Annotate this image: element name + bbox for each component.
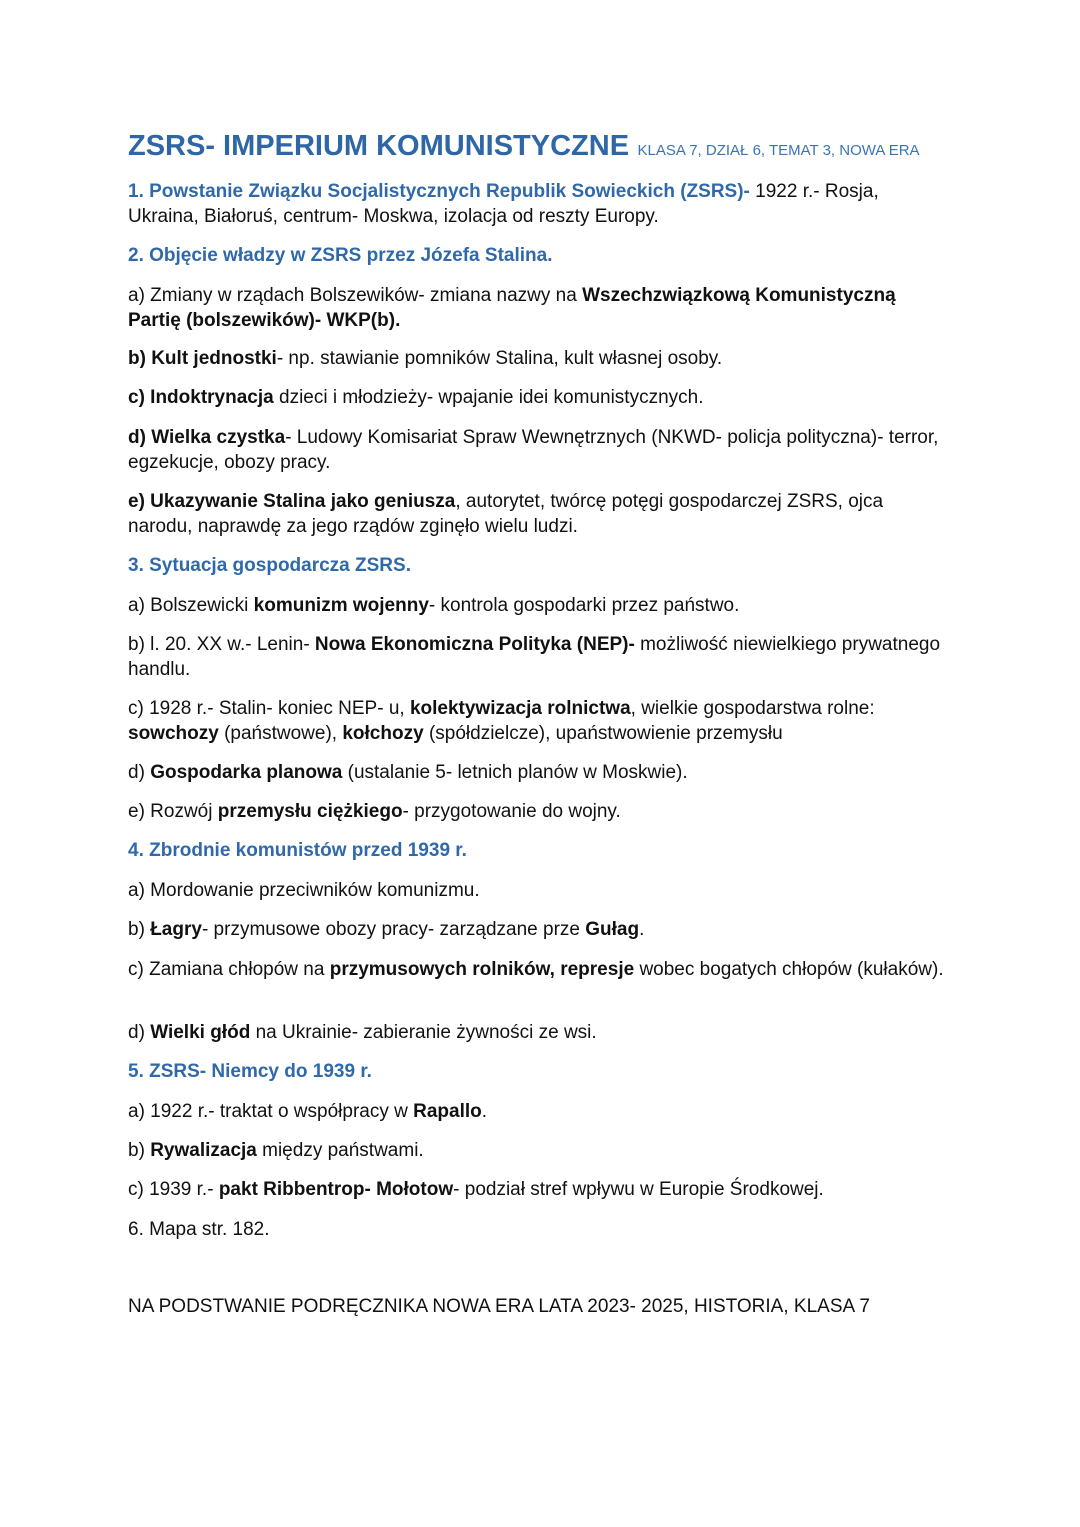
text-run: - np. stawianie pomników Stalina, kult własnej osoby. [276,348,723,369]
text-run: c) 1939 r.- [128,1179,219,1200]
paragraph [128,760,950,785]
paragraph [128,346,950,371]
paragraph [128,1217,950,1242]
text-run: możliwość niewielkiego prywatnego handlu. [128,634,941,680]
paragraph [128,878,950,903]
paragraph [128,1099,950,1124]
text-run: - kontrola gospodarki przez państwo. [428,595,740,616]
text-run: a) Mordowanie przeciwników komunizmu. [128,880,480,901]
paragraph [128,1138,950,1163]
section-heading: 1. Powstanie Związku Socjalistycznych Republik Sowieckich (ZSRS)- [128,181,756,202]
bold-term: Gułag [585,919,640,940]
text-run: , autorytet, twórcę potęgi gospodarczej ZSRS, ojca narodu, naprawdę za jego rządów zginęło wielu ludzi. [128,491,884,537]
text-run: (ustalanie 5- letnich planów w Moskwie). [342,762,688,783]
text-run: - Ludowy Komisariat Spraw Wewnętrznych (NKWD- policja polityczna)- terror, egzekucje, obozy pracy. [128,427,939,473]
bold-term: Łagry [150,919,202,940]
paragraph [128,696,950,746]
bold-term: pakt Ribbentrop- Mołotow [218,1179,454,1200]
paragraph [128,489,950,539]
paragraph [128,179,950,229]
paragraph [128,243,950,268]
text-run: (państwowe), [218,723,343,744]
bold-term: przemysłu ciężkiego [217,801,403,822]
text-run: c) Zamiana chłopów na [128,959,330,980]
paragraph [128,385,950,410]
text-run: b) [128,1140,151,1161]
bold-term: kolektywizacja rolnictwa [409,698,631,719]
text-run: 1922 r.- Rosja, Ukraina, Białoruś, centrum- Moskwa, izolacja od reszty Europy. [128,181,879,227]
bold-term: Gospodarka planowa [150,762,343,783]
bold-term: sowchozy [128,723,219,744]
text-run: dzieci i młodzieży- wpajanie idei komunistycznych. [273,387,704,408]
text-run: e) Rozwój [128,801,218,822]
text-run: a) 1922 r.- traktat o współpracy w [128,1101,414,1122]
text-run: na Ukrainie- zabieranie żywności ze wsi. [250,1022,597,1043]
bold-term: Rapallo [413,1101,482,1122]
paragraph [128,799,950,824]
paragraph [128,593,950,618]
section-heading: 5. ZSRS- Niemcy do 1939 r. [128,1061,372,1082]
text-run: , wielkie gospodarstwa rolne: [630,698,875,719]
bold-term: b) Kult jednostki [128,348,277,369]
footer-note: NA PODSTWANIE PODRĘCZNIKA NOWA ERA LATA 2023- 2025, HISTORIA, KLASA 7 [128,1296,870,1317]
page-title: ZSRS- IMPERIUM KOMUNISTYCZNE [128,130,630,162]
bold-term: c) Indoktrynacja [128,387,274,408]
paragraph [128,1177,950,1202]
bold-term: komunizm wojenny [253,595,429,616]
paragraph [128,425,950,475]
document-page [128,128,968,169]
bold-term: Wszechzwiązkową Komunistyczną Partię (bolszewików)- WKP(b). [128,285,896,331]
text-run: - podział stref wpływu w Europie Środkowej. [453,1179,824,1200]
paragraph [128,1020,950,1045]
paragraph [128,957,950,982]
paragraph [128,632,950,682]
paragraph [128,917,950,942]
text-run: d) [128,762,151,783]
section-heading: 4. Zbrodnie komunistów przed 1939 r. [128,840,467,861]
bold-term: przymusowych rolników, represje [329,959,635,980]
bold-term: e) Ukazywanie Stalina jako geniusza [128,491,456,512]
bold-term: d) Wielka czystka [128,427,286,448]
text-run: - przygotowanie do wojny. [402,801,621,822]
text-run: a) Bolszewicki [128,595,254,616]
text-run: . [639,919,645,940]
bold-term: Rywalizacja [150,1140,257,1161]
text-run: . [481,1101,488,1122]
paragraph [128,1059,950,1084]
bold-term: kołchozy [342,723,424,744]
text-run: b) [128,919,151,940]
text-run: b) l. 20. XX w.- Lenin- [128,634,315,655]
paragraph [128,838,950,863]
text-run: - przymusowe obozy pracy- zarządzane prze [201,919,586,940]
text-run: d) [128,1022,151,1043]
title-row [128,128,968,169]
page-subtitle: KLASA 7, DZIAŁ 6, TEMAT 3, NOWA ERA [637,142,920,159]
text-run: c) 1928 r.- Stalin- koniec NEP- u, [128,698,410,719]
bold-term: Nowa Ekonomiczna Polityka (NEP)- [314,634,635,655]
text-run: między państwami. [256,1140,424,1161]
section-heading: 2. Objęcie władzy w ZSRS przez Józefa Stalina. [128,245,553,266]
text-run: 6. Mapa str. 182. [128,1219,270,1240]
paragraph [128,553,950,578]
text-run: wobec bogatych chłopów (kułaków). [634,959,944,980]
text-run: a) Zmiany w rządach Bolszewików- zmiana nazwy na [128,285,583,306]
bold-term: Wielki głód [150,1022,251,1043]
section-heading: 3. Sytuacja gospodarcza ZSRS. [128,555,411,576]
text-run: (spółdzielcze), upaństwowienie przemysłu [423,723,783,744]
paragraph [128,283,950,333]
